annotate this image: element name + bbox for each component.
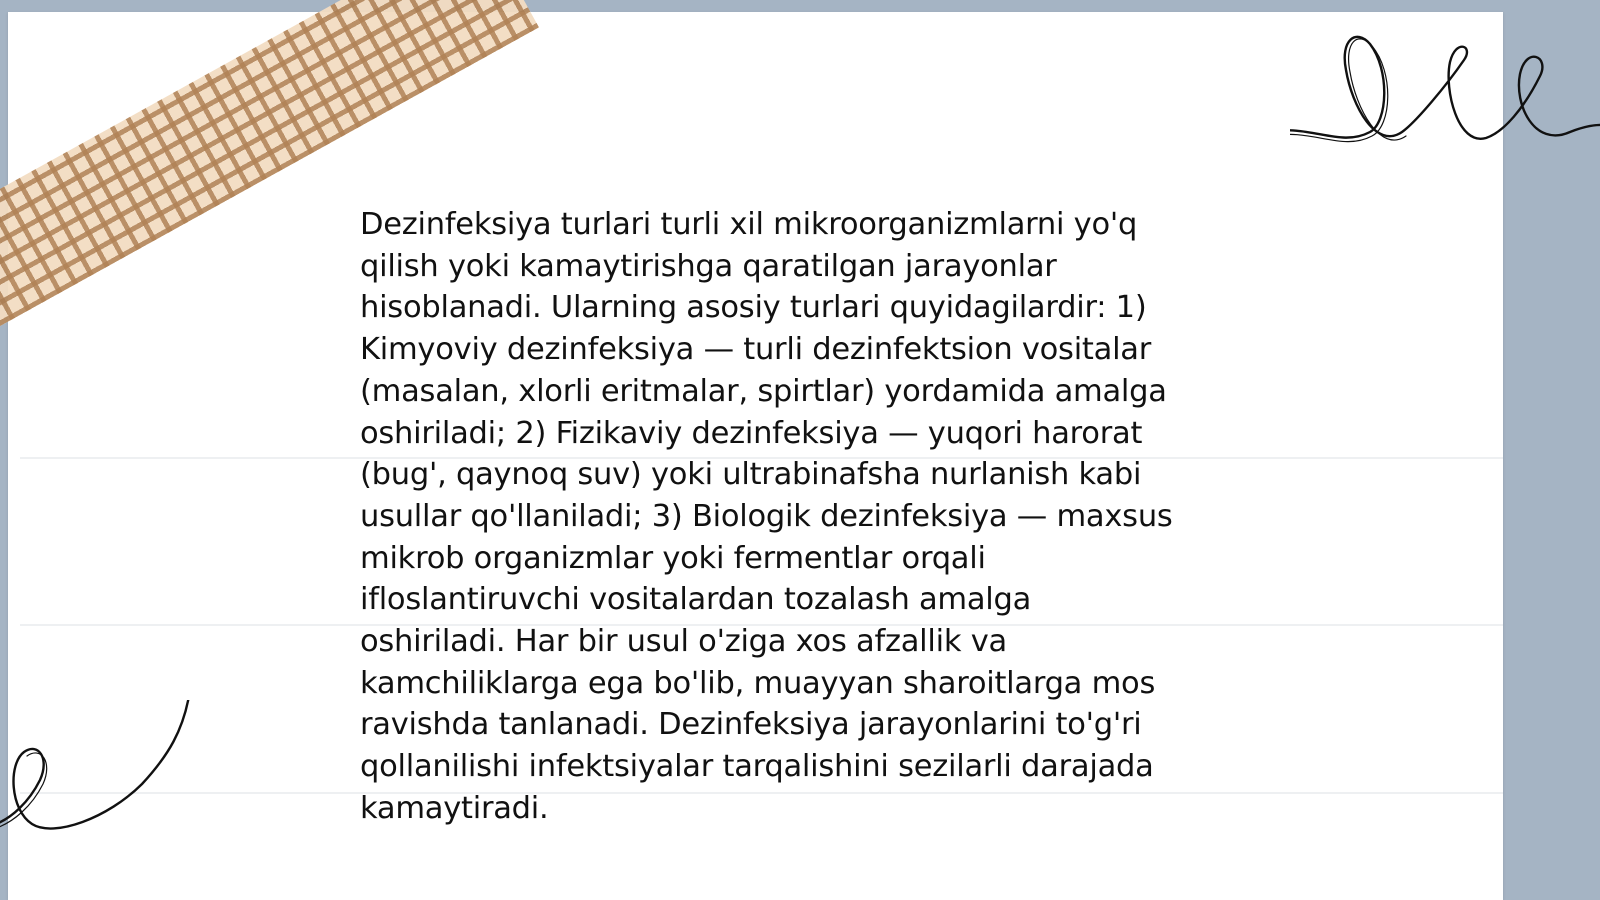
cursive-swirl-doodle-icon [0, 700, 200, 850]
body-paragraph: Dezinfeksiya turlari turli xil mikroorganizmlarni yo'q qilish yoki kamaytirishga qaratilgan jarayonlar hisoblanadi. Ularning asosiy turlari quyidagilardir: 1) Kimyoviy dezinfeksiya — turli dezinfektsion vositalar (masalan, xlorli eritmalar, spirtlar) yordamida amalga oshiriladi; 2) Fizikaviy dezinfeksiya — yuqori harorat (bug', qaynoq suv) yoki ultrabinafsha nurlanish kabi usullar qo'llaniladi; 3) Biologik dezinfeksiya — maxsus mikrob organizmlar yoki fermentlar orqali ifloslantiruvchi vositalardan tozalash amalga oshiriladi. Har bir usul o'ziga xos afzallik va kamchiliklarga ega bo'lib, muayyan sharoitlarga mos ravishda tanlanadi. Dezinfeksiya jarayonlarini to'g'ri qollanilishi infektsiyalar tarqalishini sezilarli darajada kamaytiradi. [360, 207, 1173, 826]
cursive-loops-doodle-icon [1290, 28, 1600, 168]
